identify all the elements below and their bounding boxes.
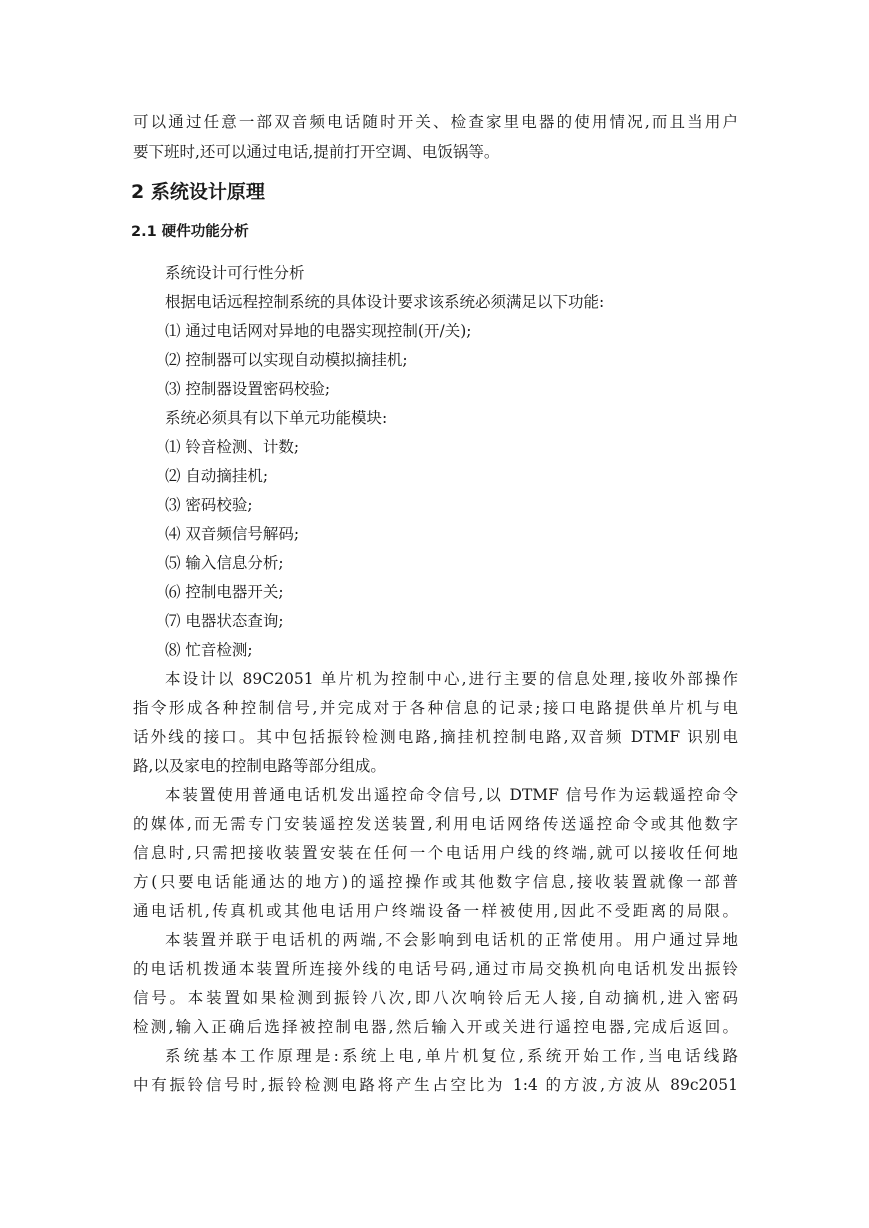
paragraph-3-line: 本装置并联于电话机的两端,不会影响到电话机的正常使用。用户通过异地 — [165, 931, 738, 949]
module-item: ⑷ 双音频信号解码; — [165, 525, 300, 543]
module-item: ⑺ 电器状态查询; — [165, 612, 284, 630]
requirements-lead: 根据电话远程控制系统的具体设计要求该系统必须满足以下功能: — [165, 293, 605, 311]
paragraph-3-line: 检测,输入正确后选择被控制电器,然后输入开或关进行遥控电器,完成后返回。 — [133, 1018, 738, 1036]
module-item: ⑻ 忙音检测; — [165, 641, 253, 659]
requirement-item: ⑵ 控制器可以实现自动模拟摘挂机; — [165, 351, 408, 369]
paragraph-2-line: 方(只要电话能通达的地方)的遥控操作或其他数字信息,接收装置就像一部普 — [133, 873, 738, 891]
requirement-item: ⑴ 通过电话网对异地的电器实现控制(开/关); — [165, 322, 472, 340]
intro-line-2: 要下班时,还可以通过电话,提前打开空调、电饭锅等。 — [133, 143, 500, 161]
paragraph-3-line: 信号。本装置如果检测到振铃八次,即八次响铃后无人接,自动摘机,进入密码 — [133, 989, 738, 1007]
module-item: ⑵ 自动摘挂机; — [165, 467, 269, 485]
subsection-heading: 2.1 硬件功能分析 — [131, 224, 249, 240]
paragraph-3-line: 的电话机拨通本装置所连接外线的电话号码,通过市局交换机向电话机发出振铃 — [133, 960, 738, 978]
module-item: ⑹ 控制电器开关; — [165, 583, 284, 601]
paragraph-1-line: 本设计以 89C2051 单片机为控制中心,进行主要的信息处理,接收外部操作 — [165, 670, 738, 688]
paragraph-1-line: 路,以及家电的控制电路等部分组成。 — [133, 757, 386, 775]
paragraph-2-line: 本装置使用普通电话机发出遥控命令信号,以 DTMF 信号作为运载遥控命令 — [165, 786, 738, 804]
intro-line-1: 可以通过任意一部双音频电话随时开关、检查家里电器的使用情况,而且当用户 — [133, 113, 738, 131]
paragraph-2-line: 通电话机,传真机或其他电话用户终端设备一样被使用,因此不受距离的局限。 — [133, 902, 738, 920]
paragraph-1-line: 指令形成各种控制信号,并完成对于各种信息的记录;接口电路提供单片机与电 — [133, 699, 738, 717]
requirement-item: ⑶ 控制器设置密码校验; — [165, 380, 331, 398]
paragraph-2-line: 的媒体,而无需专门安装遥控发送装置,利用电话网络传送遥控命令或其他数字 — [133, 815, 738, 833]
module-item: ⑴ 铃音检测、计数; — [165, 438, 300, 456]
module-item: ⑶ 密码校验; — [165, 496, 253, 514]
modules-lead: 系统必须具有以下单元功能模块: — [165, 409, 388, 427]
paragraph-1-line: 话外线的接口。其中包括振铃检测电路,摘挂机控制电路,双音频 DTMF 识别电 — [133, 728, 738, 746]
feasibility-title: 系统设计可行性分析 — [165, 264, 305, 282]
section-heading: 2 系统设计原理 — [131, 181, 265, 203]
module-item: ⑸ 输入信息分析; — [165, 554, 284, 572]
paragraph-4-line: 中有振铃信号时,振铃检测电路将产生占空比为 1:4 的方波,方波从 89c2051 — [133, 1076, 738, 1094]
paragraph-2-line: 信息时,只需把接收装置安装在任何一个电话用户线的终端,就可以接收任何地 — [133, 844, 738, 862]
paragraph-4-line: 系统基本工作原理是:系统上电,单片机复位,系统开始工作,当电话线路 — [165, 1047, 738, 1065]
